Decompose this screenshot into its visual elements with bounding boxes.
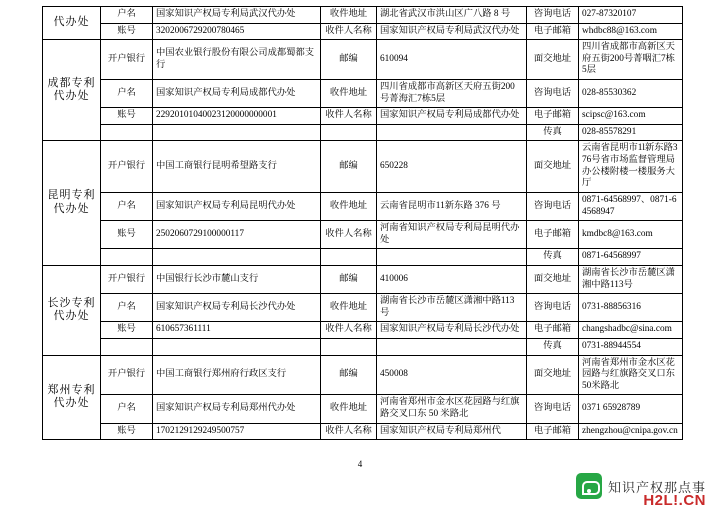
field-label: 账号 [101,322,153,339]
field-label: 电子邮箱 [527,221,579,249]
field-label [321,339,377,356]
field-value: 中国农业银行股份有限公司成都蜀都支行 [153,40,321,80]
watermark-text: H2L!.CN [643,492,706,509]
field-value: 610094 [377,40,527,80]
field-value: 028-85578291 [579,124,683,141]
field-label [321,249,377,266]
field-value: 四川省成都市高新区天府五街200号菁海汇7栋5层 [377,80,527,108]
field-value: 湖北省武汉市洪山区广八路 8 号 [377,7,527,24]
field-label [101,249,153,266]
field-label: 电子邮箱 [527,108,579,125]
table-row [43,395,683,423]
field-value: 国家知识产权局专利局昆明代办处 [153,192,321,220]
table-row [43,7,683,24]
field-value: changshadbc@sina.com [579,322,683,339]
field-label: 户名 [101,395,153,423]
field-value [377,339,527,356]
field-label: 户名 [101,294,153,322]
field-label: 咨询电话 [527,80,579,108]
table-row [43,23,683,40]
field-value: 027-87320107 [579,7,683,24]
table-row [43,249,683,266]
table-row [43,265,683,293]
field-value: 3202006729200780465 [153,23,321,40]
field-label: 收件地址 [321,395,377,423]
field-label: 传真 [527,249,579,266]
field-value [153,124,321,141]
field-value [377,124,527,141]
field-value: 国家知识产权局专利局长沙代办处 [377,322,527,339]
field-label: 收件地址 [321,192,377,220]
field-value: 中国工商银行昆明希望路支行 [153,141,321,192]
field-value: 2502060729100000117 [153,221,321,249]
field-label: 开户银行 [101,355,153,395]
field-label: 咨询电话 [527,192,579,220]
table-row [43,355,683,395]
field-value: scipsc@163.com [579,108,683,125]
field-value: 国家知识产权局专利局武汉代办处 [377,23,527,40]
field-value: 河南省郑州市金水区花园路与红旗路交叉口东 50 米路北 [377,395,527,423]
table-row [43,294,683,322]
field-label: 咨询电话 [527,294,579,322]
field-label: 传真 [527,124,579,141]
page-number: 4 [357,459,363,469]
field-value: kmdbc8@163.com [579,221,683,249]
field-value: 410006 [377,265,527,293]
field-label: 账号 [101,423,153,440]
field-value: 22920101040023120000000001 [153,108,321,125]
field-value: 0731-88944554 [579,339,683,356]
field-value: 国家知识产权局专利局武汉代办处 [153,7,321,24]
field-label: 传真 [527,339,579,356]
field-value: 610657361111 [153,322,321,339]
field-label: 收件人名称 [321,221,377,249]
field-label: 户名 [101,192,153,220]
brand-label: 知识产权那点事 [607,479,706,495]
field-value [153,339,321,356]
patent-office-contact-table [42,6,683,440]
office-name: 代办处 [43,7,101,40]
field-label: 电子邮箱 [527,423,579,440]
field-label: 账号 [101,221,153,249]
field-label [101,339,153,356]
field-value: 湖南省长沙市岳麓区潇湘中路113 号 [377,294,527,322]
field-value: 云南省昆明市1l新东路376号省市场监督管理局办公楼附楼一楼服务大厅 [579,141,683,192]
field-value: 中国银行长沙市麓山支行 [153,265,321,293]
field-value: 国家知识产权局专利局郑州代 [377,423,527,440]
field-value: 中国工商银行郑州府行政区支行 [153,355,321,395]
field-value: 450008 [377,355,527,395]
field-value: 0871-64568997 [579,249,683,266]
office-name: 昆明专利代办处 [43,141,101,265]
office-name: 成都专利代办处 [43,40,101,141]
field-value: 028-85530362 [579,80,683,108]
field-label: 户名 [101,7,153,24]
field-value: 650228 [377,141,527,192]
field-label: 开户银行 [101,265,153,293]
field-value: 河南省郑州市金水区花园路与红旗路交叉口东50米路北 [579,355,683,395]
field-label: 收件人名称 [321,23,377,40]
field-label: 收件地址 [321,80,377,108]
field-label: 户名 [101,80,153,108]
field-value: 1702129129249500757 [153,423,321,440]
field-value: 河南省知识产权局专利局昆明代办处 [377,221,527,249]
field-label: 开户银行 [101,40,153,80]
field-label: 账号 [101,108,153,125]
table-row [43,40,683,80]
field-label: 面交地址 [527,141,579,192]
table-row [43,423,683,440]
field-label: 面交地址 [527,265,579,293]
table-row [43,124,683,141]
office-name: 郑州专利代办处 [43,355,101,440]
table-row [43,339,683,356]
field-value: 云南省昆明市11新东路 376 号 [377,192,527,220]
field-label: 面交地址 [527,40,579,80]
field-label: 收件人名称 [321,322,377,339]
office-name: 长沙专利代办处 [43,265,101,355]
field-value: zhengzhou@cnipa.gov.cn [579,423,683,440]
table-row [43,141,683,192]
field-label: 收件地址 [321,7,377,24]
table-row [43,322,683,339]
field-label: 电子邮箱 [527,322,579,339]
field-label [101,124,153,141]
field-value: whdbc88@163.com [579,23,683,40]
field-label: 邮编 [321,355,377,395]
table-row [43,221,683,249]
field-label: 开户银行 [101,141,153,192]
field-value: 国家知识产权局专利局郑州代办处 [153,395,321,423]
field-label: 咨询电话 [527,395,579,423]
field-label: 收件人名称 [321,108,377,125]
field-value: 湖南省长沙市岳麓区潇湘中路113号 [579,265,683,293]
field-label [321,124,377,141]
field-label: 账号 [101,23,153,40]
field-label: 邮编 [321,141,377,192]
table-row [43,80,683,108]
field-label: 邮编 [321,40,377,80]
field-value: 国家知识产权局专利局长沙代办处 [153,294,321,322]
field-value: 0731-88856316 [579,294,683,322]
field-value: 国家知识产权局专利局成都代办处 [377,108,527,125]
table-row [43,108,683,125]
field-label: 邮编 [321,265,377,293]
field-label: 收件人名称 [321,423,377,440]
field-label: 电子邮箱 [527,23,579,40]
field-value: 0371 65928789 [579,395,683,423]
field-label: 面交地址 [527,355,579,395]
field-label: 咨询电话 [527,7,579,24]
field-value: 国家知识产权局专利局成都代办处 [153,80,321,108]
field-value: 四川省成都市高新区天府五街200号菁咽汇7栋5层 [579,40,683,80]
field-value [377,249,527,266]
field-value: 0871-64568997、0871-64568947 [579,192,683,220]
wechat-account-icon [576,473,602,499]
field-value [153,249,321,266]
field-label: 收件地址 [321,294,377,322]
table-row [43,192,683,220]
